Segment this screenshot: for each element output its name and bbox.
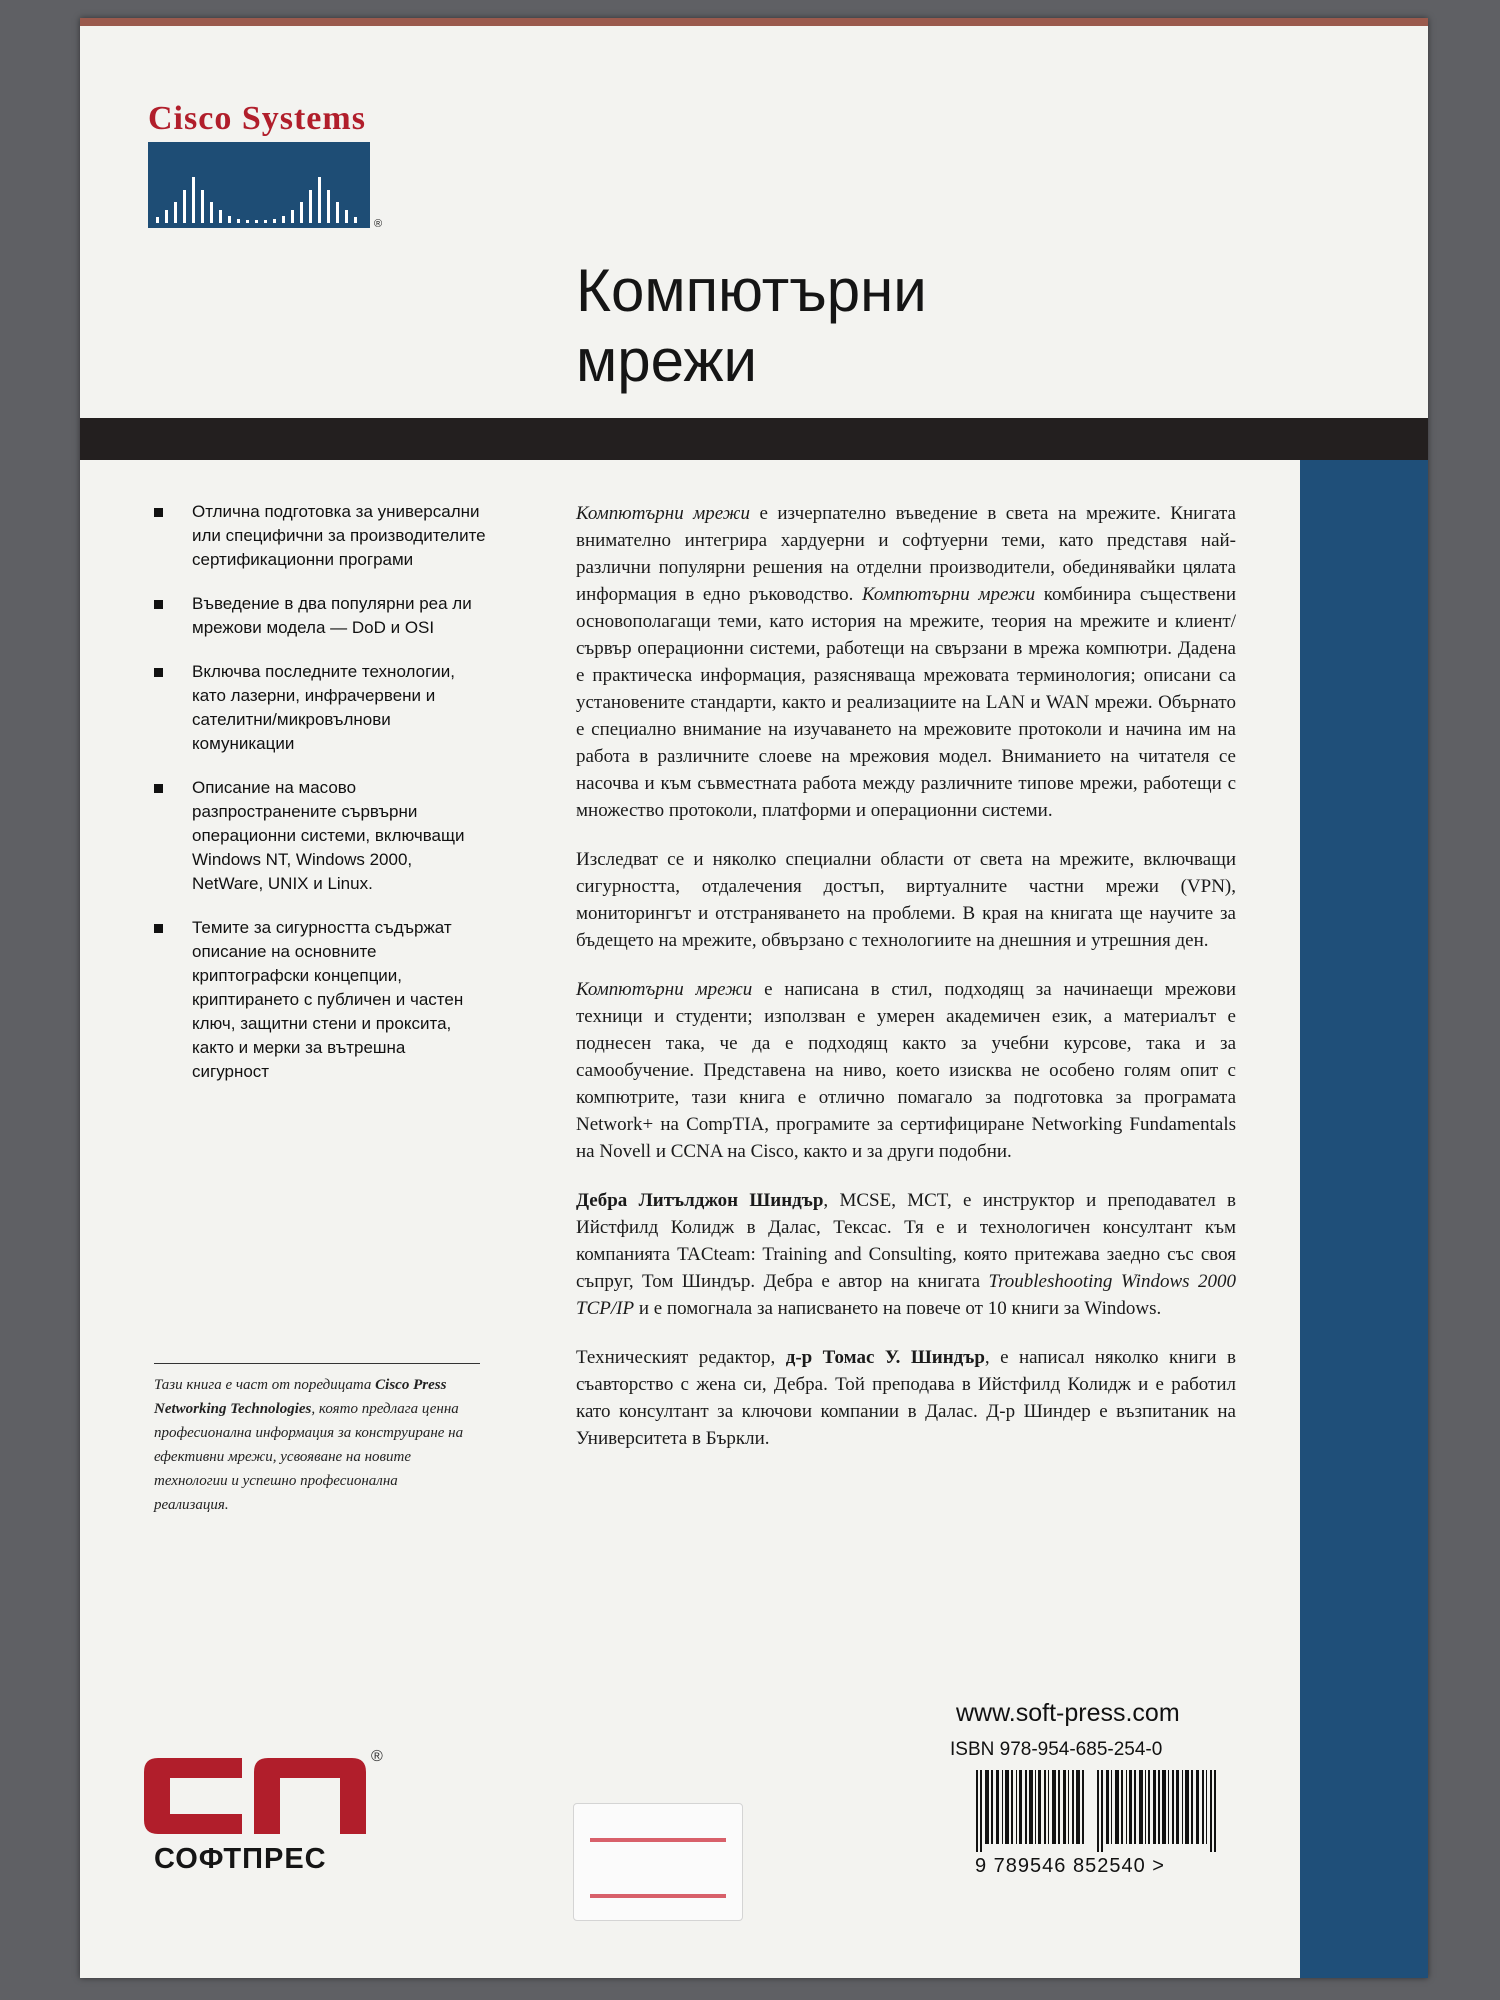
cisco-systems-wordmark: Cisco Systems [148,100,366,137]
feature-list [146,500,486,1104]
description-text: е изчерпателно въведение в света на мрежите. Книгата внимателно интегрира хардуерни и софтуерни теми, като представя най-различни популярни решения на отделни производители, обединявайки цялата информация в едно ръководство. [576,503,1236,605]
feature-item [146,916,486,1084]
feature-text: Отлична подготовка за универсални или специфични за производителите сертификационни програми [192,502,486,569]
bullet-square-icon [154,600,163,609]
description-column [576,500,1236,1474]
bullet-square-icon [154,668,163,677]
book-back-cover [80,18,1428,1978]
editor-bio [576,1344,1236,1452]
book-title-line-1: Компютърни [576,257,927,324]
bullet-square-icon [154,508,163,517]
sticker-line [590,1894,726,1898]
feature-text: Включва последните технологии, като лазерни, инфрачервени и сателитни/микровълнови комуникации [192,662,456,753]
description-text: е написана в стил, подходящ за начинаещи мрежови техници и студенти; използван е умерен академичен език, а материалът е поднесен така, че да е подходящ както за учебни курсове, така и за самообучение. Представена на ниво, което изисква не особено голям опит с компютрите, тази книга е отлично помагало за подготовка за програмата Network+ на CompTIA, програмите за сертифициране Networking Fundamentals на Novell и CCNA на Cisco, както и за други подобни. [576,979,1236,1162]
sticker-line [590,1838,726,1842]
series-name: Cisco Press Networking Technologies [154,1377,447,1417]
blue-spine-stripe [1300,460,1428,1978]
barcode-digits: 9 789546 852540 > [975,1855,1165,1877]
cisco-bridge-icon [148,142,383,230]
book-title-italic: Компютърни мрежи [576,503,750,524]
softpress-wordmark: СОФТПРЕС [154,1843,327,1875]
author-bio [576,1187,1236,1322]
publisher-website[interactable]: www.soft-press.com [956,1699,1180,1727]
feature-text: Темите за сигурността съдържат описание на основните криптографски концепции, криптирането с публичен и частен ключ, защитни стени и проксита, както и мерки за вътрешна сигурност [192,918,464,1081]
bullet-square-icon [154,784,163,793]
book-title-italic: Компютърни мрежи [576,979,753,1000]
author-book-title: Troubleshooting Windows 2000 TCP/IP [576,1271,1237,1319]
price-sticker [573,1803,743,1921]
series-note-before: Тази книга е част от поредицата [154,1377,376,1393]
black-band-divider [80,418,1428,460]
book-title-italic: Компютърни мрежи [862,584,1036,605]
cisco-systems-logo [148,100,383,230]
description-paragraph-1 [576,500,1236,824]
softpress-logo-icon [144,1758,370,1840]
cisco-registered-mark: ® [374,218,383,230]
series-note [154,1373,474,1517]
feature-item [146,776,486,896]
series-note-after: , която предлага ценна професионална информация за конструиране на ефективни мрежи, усвояване на новите технологии и успешно професионална реализация. [154,1401,464,1513]
barcode-icon [976,1770,1228,1852]
feature-item [146,592,486,640]
feature-item [146,660,486,756]
feature-item [146,500,486,572]
editor-bio-text: Техническият редактор, [576,1347,786,1368]
description-text: комбинира съществени основополагащи теми, като история на мрежите, теория на мрежите и клиент/сървър операционни системи, работещи на свързани в мрежа компютри. Дадена е практическа информация, разясняваща мрежовата терминология; описани са установените стандарти, както и реализациите на LAN и WAN мрежи. Обърнато е специално внимание на изучаването на мрежовите протоколи и начина им на работа в различните слоеве на мрежовия модел. Вниманието на читателя се насочва и към съвместната работа между различните типове мрежи, работещи с множество протоколи, платформи и операционни системи. [576,584,1236,821]
description-paragraph-3 [576,976,1236,1165]
book-title [576,256,927,396]
author-bio-text: , MCSE, MCT, е инструктор и преподавател в Ийстфилд Колидж в Далас, Тексас. Тя е и технологичен консултант към компанията TACteam: Training and Consulting, която притежава заедно със своя съпруг, Том Шиндър. Дебра е автор на книгата [576,1190,1236,1292]
feature-text: Въведение в два популярни реа ли мрежови модела — DoD и OSI [192,594,472,637]
author-bio-text: и е помогнала за написването на повече от 10 книги за Windows. [634,1298,1162,1319]
author-name: Дебра Литълджон Шиндър [576,1190,824,1211]
editor-name: д-р Томас У. Шиндър [785,1347,985,1368]
series-divider [154,1363,480,1364]
editor-bio-text: , е написал няколко книги в съавторство с жена си, Дебра. Той преподава в Ийстфилд Колидж и е работил като консултант за ключови компании в Далас. Д-р Шиндер е възпитаник на Университета в Бъркли. [576,1347,1236,1449]
book-title-line-2: мрежи [576,327,757,394]
softpress-registered-mark: ® [371,1748,383,1765]
bullet-square-icon [154,924,163,933]
isbn-number: ISBN 978-954-685-254-0 [950,1739,1163,1760]
feature-text: Описание на масово разпространените сървърни операционни системи, включващи Windows NT, Windows 2000, NetWare, UNIX и Linux. [192,778,465,893]
cover-top-edge [80,18,1428,26]
description-paragraph-2: Изследват се и няколко специални области от света на мрежите, включващи сигурността, отдалечения достъп, виртуалните частни мрежи (VPN), мониторингът и отстраняването на проблеми. В края на книгата ще научите за бъдещето на мрежите, обвързано с технологиите на днешния и утрешния ден. [576,849,1236,951]
